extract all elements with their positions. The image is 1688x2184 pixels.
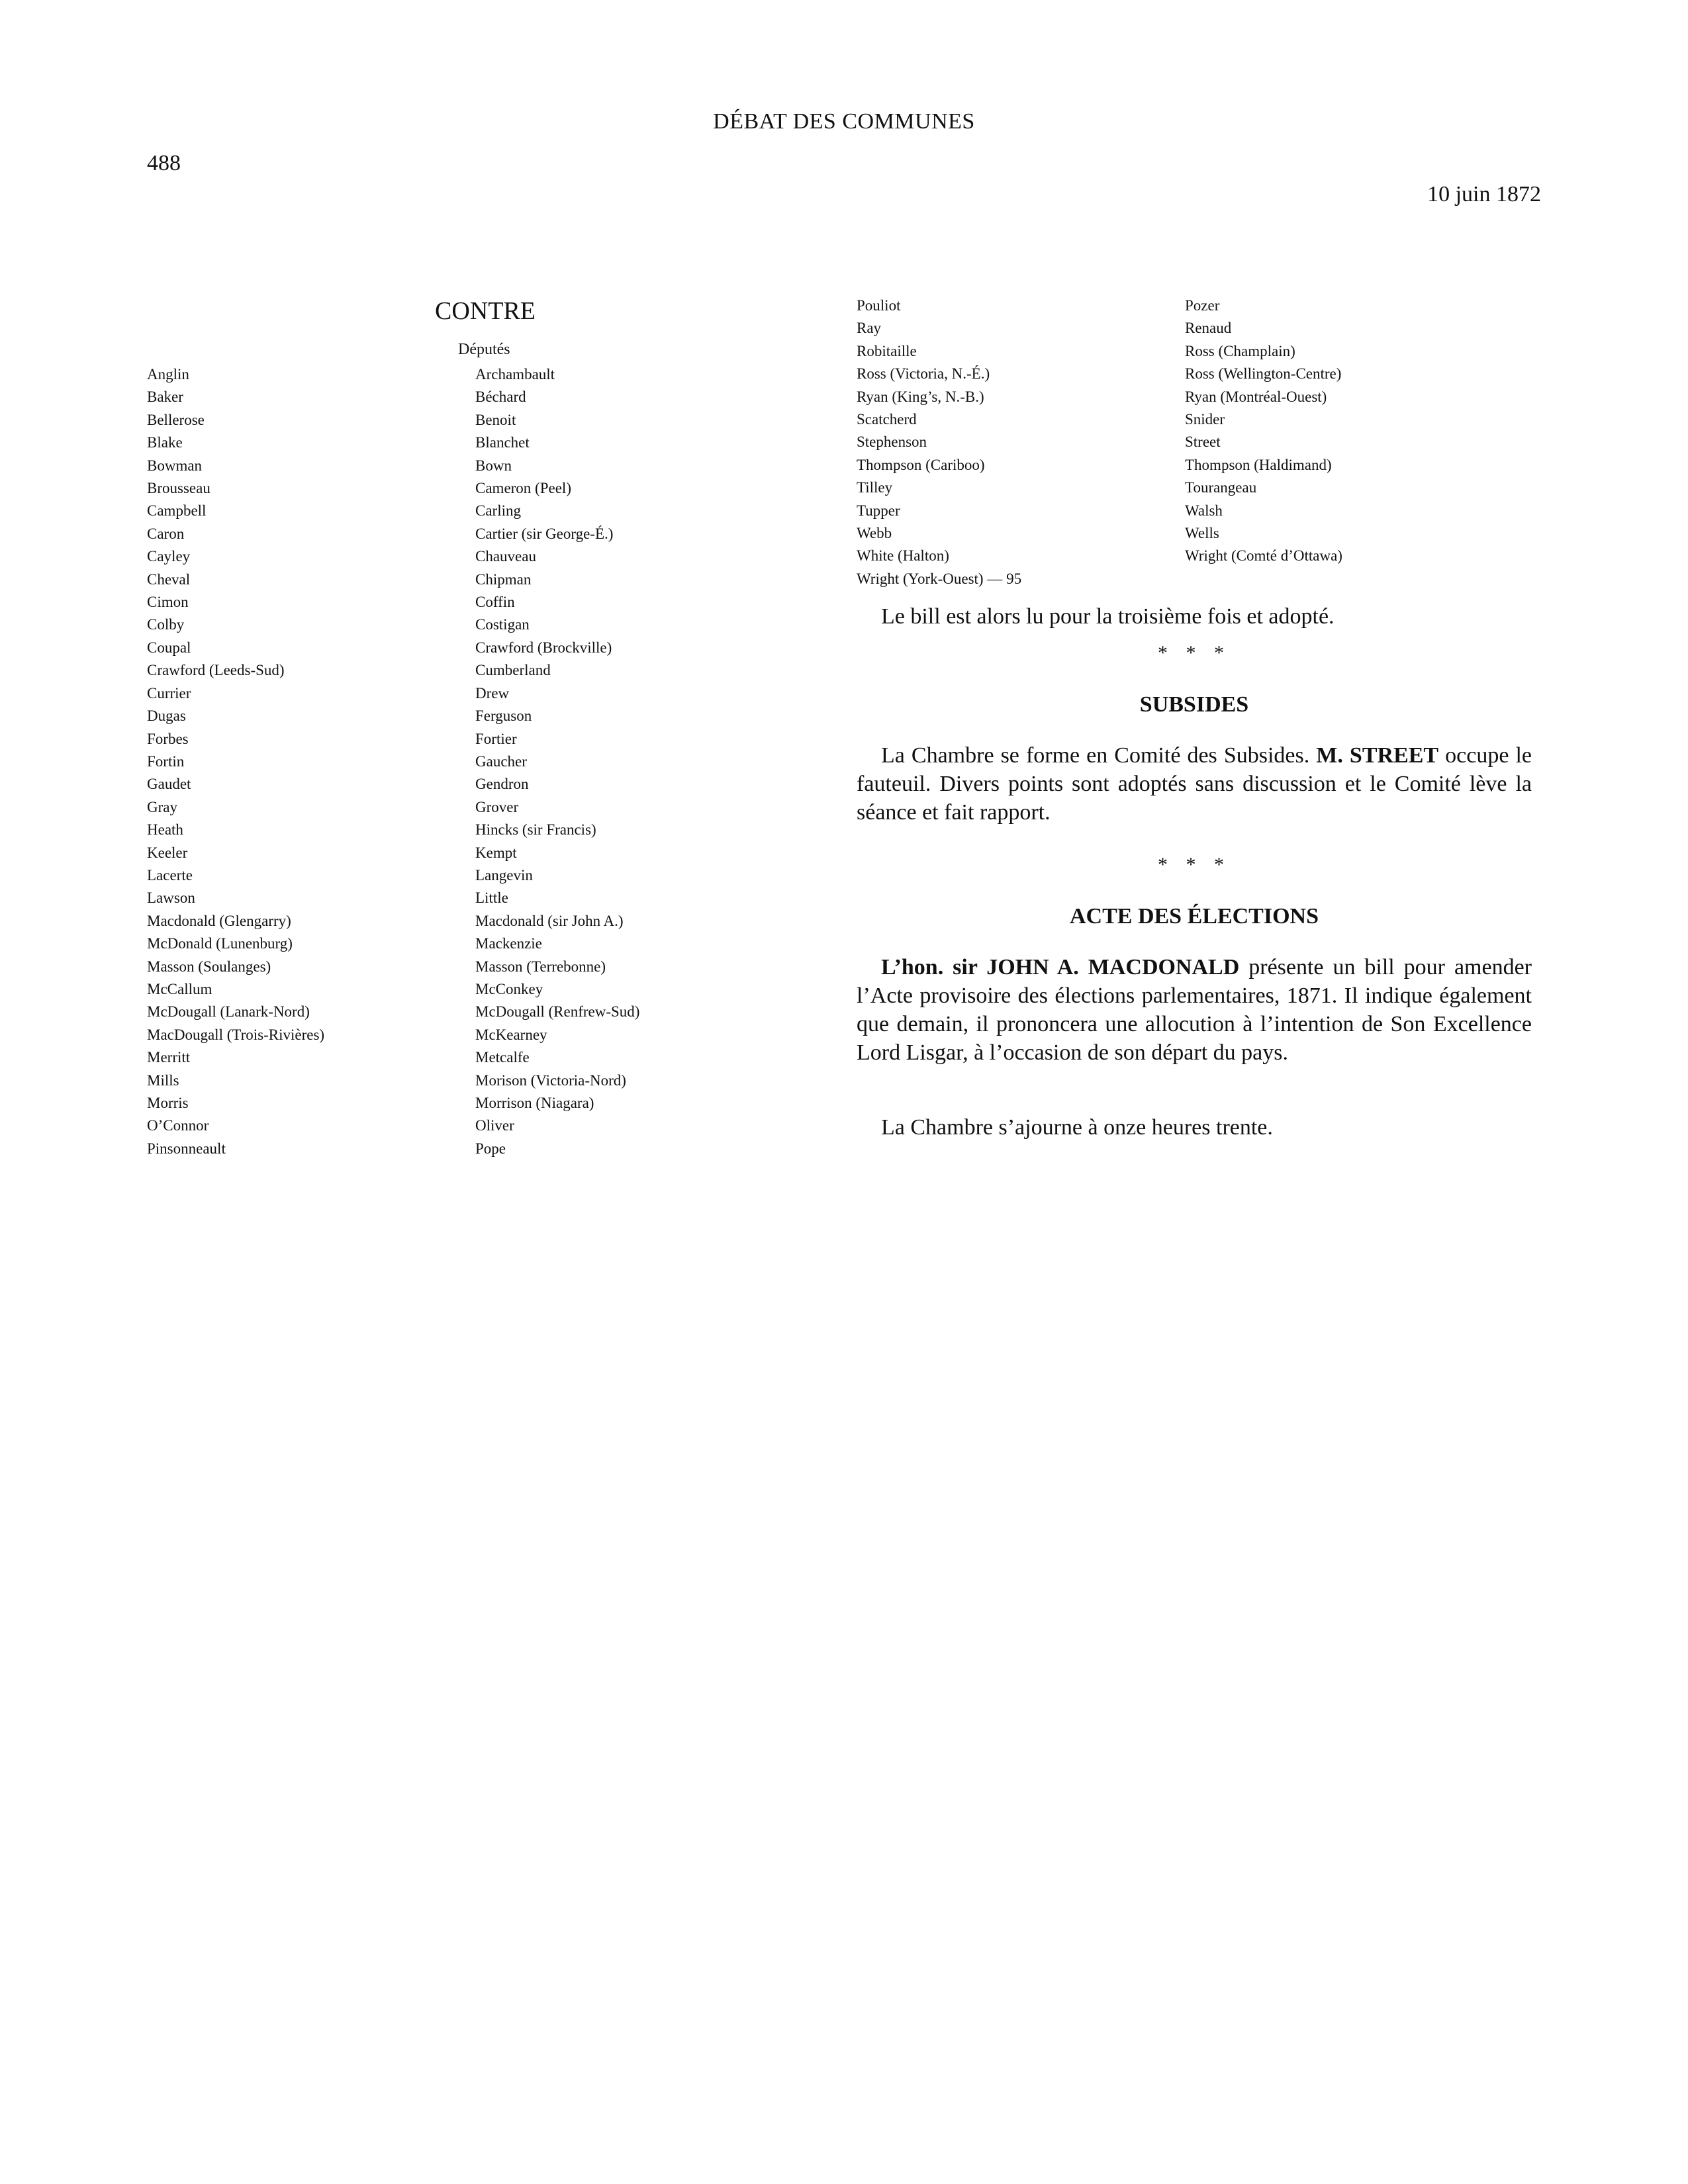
member-name: Cameron (Peel) [475, 480, 571, 497]
member-name: Webb [857, 525, 892, 542]
member-name: MacDougall (Trois-Rivières) [147, 1026, 325, 1043]
member-name: Morris [147, 1095, 189, 1111]
session-date: 10 juin 1872 [1427, 182, 1541, 206]
member-name: Pope [475, 1140, 506, 1157]
member-name: Macdonald (sir John A.) [475, 912, 624, 929]
member-name: Fortier [475, 730, 517, 747]
member-name: Chauveau [475, 548, 536, 565]
member-name: Dugas [147, 707, 186, 725]
elections-text: présente un bill pour amender l’Acte provisoire des élections parlementaires, 1871. Il indique également que demain, il prononcera une allocution à l’intention de Son Excellence Lord Lisgar, à l’occasion de son départ du pays. [857, 955, 1532, 1065]
member-name: Snider [1185, 411, 1225, 428]
member-name: McDonald (Lunenburg) [147, 935, 293, 952]
member-name: Colby [147, 616, 185, 633]
member-name: Mackenzie [475, 935, 542, 952]
member-name: Tilley [857, 479, 893, 496]
member-name: Crawford (Brockville) [475, 639, 612, 656]
vote-section-title: CONTRE [435, 297, 536, 325]
member-name: Benoit [475, 411, 516, 428]
member-list-column-2 [475, 363, 806, 1160]
member-name: Robitaille [857, 342, 917, 359]
member-name: Tourangeau [1185, 479, 1257, 496]
member-name: Mills [147, 1071, 179, 1089]
member-name: Archambault [475, 366, 555, 383]
subsides-paragraph [857, 741, 1532, 827]
member-name: Gaudet [147, 776, 191, 793]
member-name: Wright (York-Ouest) — 95 [857, 570, 1022, 587]
member-name: Anglin [147, 366, 189, 383]
member-name: Brousseau [147, 480, 211, 497]
member-name: Blake [147, 434, 183, 451]
section-separator: * * * [1158, 642, 1231, 664]
member-name: Macdonald (Glengarry) [147, 912, 291, 929]
member-name: Gaucher [475, 752, 527, 770]
member-name: Wells [1185, 525, 1219, 542]
member-name: Kempt [475, 844, 517, 861]
member-name: Bowman [147, 457, 203, 474]
member-name: Cheval [147, 570, 191, 588]
member-name: Tupper [857, 502, 900, 519]
member-name: Scatcherd [857, 411, 917, 428]
member-name: Baker [147, 388, 183, 406]
member-name: Ross (Wellington-Centre) [1185, 365, 1342, 383]
member-name: McDougall (Renfrew-Sud) [475, 1003, 640, 1021]
journal-title: DÉBAT DES COMMUNES [713, 109, 975, 134]
subsides-text-end: occupe le fauteuil. Divers points sont adoptés sans discussion et le Comité lève la séance et fait rapport. [857, 743, 1532, 825]
member-name: McDougall (Lanark-Nord) [147, 1003, 310, 1021]
member-name: Chipman [475, 570, 532, 588]
member-name: Campbell [147, 502, 207, 520]
member-name: Stephenson [857, 433, 927, 451]
member-name: Walsh [1185, 502, 1223, 519]
member-name: Cartier (sir George-É.) [475, 525, 614, 542]
member-name: Coffin [475, 594, 515, 611]
member-name: Currier [147, 684, 191, 702]
member-name: White (Halton) [857, 547, 949, 565]
member-name: Gray [147, 798, 177, 815]
member-name: Masson (Terrebonne) [475, 958, 606, 975]
member-name: Carling [475, 502, 521, 520]
member-name: Heath [147, 821, 183, 839]
elections-paragraph [857, 953, 1532, 1067]
member-name: Street [1185, 433, 1221, 451]
member-name: Bellerose [147, 411, 205, 428]
member-name: Béchard [475, 388, 526, 406]
member-name: O’Connor [147, 1117, 209, 1134]
member-name: Thompson (Haldimand) [1185, 456, 1332, 473]
member-name: McConkey [475, 980, 543, 997]
member-name: Caron [147, 525, 185, 542]
member-name: Ray [857, 320, 882, 337]
member-name: Pozer [1185, 297, 1220, 314]
member-name: Cayley [147, 548, 191, 565]
bill-result-paragraph [857, 602, 1532, 631]
member-list-column-1 [147, 363, 458, 1160]
member-name: Ferguson [475, 707, 532, 725]
member-name: Gendron [475, 776, 529, 793]
bill-result-text: Le bill est alors lu pour la troisième fois et adopté. [881, 604, 1335, 629]
member-name: Masson (Soulanges) [147, 958, 271, 975]
member-name: Oliver [475, 1117, 514, 1134]
member-name: Forbes [147, 730, 189, 747]
member-name: Little [475, 889, 508, 907]
member-name: Pinsonneault [147, 1140, 226, 1157]
member-name: Grover [475, 798, 519, 815]
subsides-text-start: La Chambre se forme en Comité des Subsides. [881, 743, 1317, 768]
member-name: Morison (Victoria-Nord) [475, 1071, 626, 1089]
member-name: McKearney [475, 1026, 547, 1043]
member-name: Ryan (King’s, N.-B.) [857, 388, 984, 405]
member-name: Metcalfe [475, 1049, 530, 1066]
member-name: Langevin [475, 866, 533, 884]
member-name: Pouliot [857, 297, 901, 314]
member-name: Keeler [147, 844, 188, 861]
member-name: Crawford (Leeds-Sud) [147, 662, 285, 679]
member-name: Fortin [147, 752, 185, 770]
member-name: Ryan (Montréal-Ouest) [1185, 388, 1327, 405]
section-separator: * * * [1158, 854, 1231, 876]
adjournment-paragraph [857, 1113, 1532, 1142]
member-name: Lacerte [147, 866, 193, 884]
member-name: Merritt [147, 1049, 191, 1066]
member-name: Bown [475, 457, 512, 474]
member-name: Cimon [147, 594, 189, 611]
members-label: Députés [458, 341, 510, 358]
subsides-heading: SUBSIDES [1139, 692, 1249, 717]
member-name: Renaud [1185, 320, 1232, 337]
member-name: Ross (Champlain) [1185, 342, 1295, 359]
member-name: Blanchet [475, 434, 530, 451]
member-name: McCallum [147, 980, 212, 997]
member-name: Hincks (sir Francis) [475, 821, 596, 839]
page-number: 488 [147, 151, 181, 175]
member-name: Thompson (Cariboo) [857, 456, 985, 473]
member-name: Costigan [475, 616, 530, 633]
member-name: Drew [475, 684, 510, 702]
member-name: Cumberland [475, 662, 551, 679]
member-name: Wright (Comté d’Ottawa) [1185, 547, 1342, 565]
elections-heading: ACTE DES ÉLECTIONS [1069, 904, 1319, 929]
member-name: Coupal [147, 639, 191, 656]
member-list-column-3 [857, 295, 1174, 590]
member-name: Morrison (Niagara) [475, 1095, 594, 1111]
adjournment-text: La Chambre s’ajourne à onze heures trente. [881, 1115, 1273, 1140]
member-list-column-4 [1185, 295, 1503, 568]
subsides-speaker: M. STREET [1316, 743, 1439, 768]
elections-speaker: L’hon. sir JOHN A. MACDONALD [881, 955, 1240, 979]
member-name: Ross (Victoria, N.-É.) [857, 365, 990, 383]
member-name: Lawson [147, 889, 195, 907]
